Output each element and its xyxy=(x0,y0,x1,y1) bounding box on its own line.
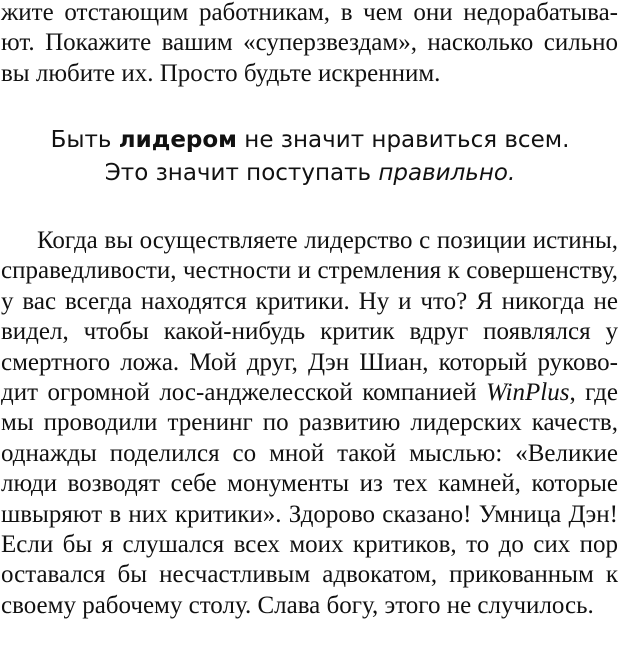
text-line: однажды поделился со мной такой мыслью: «Великие xyxy=(1,439,618,467)
quote-bold-word: лидером xyxy=(118,127,237,153)
text-line: ют. Покажите вашим «суперзвездам», насколько сильно xyxy=(1,29,618,57)
text-line-company xyxy=(1,378,618,408)
top-paragraph xyxy=(1,0,618,89)
quote-text: Это значит поступать xyxy=(104,160,379,186)
text-segment: дит огромной лос-анджелесской компанией xyxy=(1,379,487,407)
text-line: видел, чтобы какой-нибудь критик вдруг появлялся у xyxy=(1,318,618,346)
company-name: WinPlus xyxy=(486,379,570,407)
text-line: вы любите их. Просто будьте искренним. xyxy=(1,59,441,87)
text-line: у вас всегда находятся критики. Ну и что? Я никогда не xyxy=(1,287,618,315)
text-line: смертного ложа. Мой друг, Дэн Шиан, который руково- xyxy=(1,348,618,376)
text-line: справедливости, честности и стремления к совершенству, xyxy=(1,257,618,285)
quote-text: не значит нравиться всем. xyxy=(236,127,570,153)
quote-line-1 xyxy=(0,124,620,157)
text-segment: , где xyxy=(569,379,618,407)
text-line: мы проводили тренинг по развитию лидерских качеств, xyxy=(1,409,618,437)
main-paragraph xyxy=(1,226,618,621)
quote-italic-word: правильно. xyxy=(378,160,516,186)
quote-text: Быть xyxy=(50,127,119,153)
text-line: оставался бы несчастливым адвокатом, прикованным к xyxy=(1,561,618,589)
text-line: швыряют в них критики». Здорово сказано! Умница Дэн! xyxy=(1,500,618,528)
text-line: жите отстающим работникам, в чем они недорабатыва- xyxy=(1,0,618,26)
text-line: Когда вы осуществляете лидерство с позиции истины, xyxy=(37,227,618,254)
text-line: люди возводят себе монументы из тех камней, которые xyxy=(1,470,618,498)
text-line: своему рабочему столу. Слава богу, этого не случилось. xyxy=(1,591,594,619)
pull-quote xyxy=(0,124,620,190)
quote-line-2 xyxy=(0,157,620,190)
text-line: Если бы я слушался всех моих критиков, то до сих пор xyxy=(1,531,618,559)
